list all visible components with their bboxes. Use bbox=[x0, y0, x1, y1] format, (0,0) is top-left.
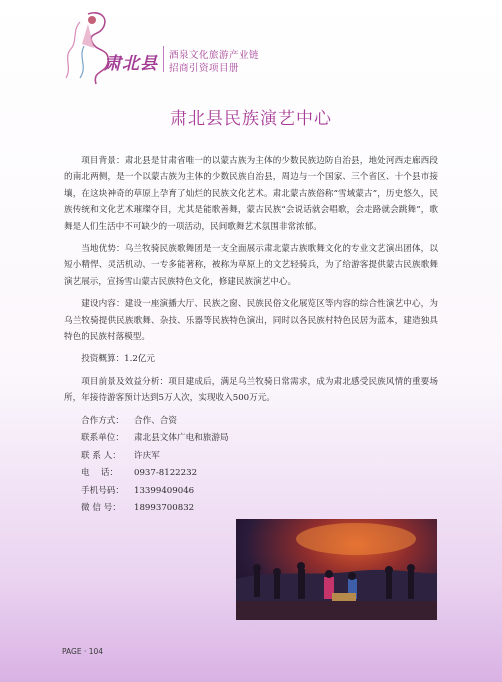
project-content bbox=[64, 153, 438, 518]
paragraph-background bbox=[64, 153, 438, 235]
page-header bbox=[0, 0, 502, 100]
header-subtitle-line2: 招商引资项目册 bbox=[169, 63, 240, 74]
paragraph-label: 投资概算： bbox=[81, 354, 125, 365]
paragraph-label: 建设内容： bbox=[81, 299, 125, 310]
paragraph-text: 肃北县是甘肃省唯一的以蒙古族为主体的少数民族边防自治县，地处河西走廊西段的南北两侧，是一个以蒙古族为主体的少数民族自治县，周边与一个国家、三个省区、十个县市接壤，在这块神奇的草原上孕育了灿烂的民族文化艺术。肃北蒙古族俗称“雪域蒙古”，历史悠久，民族传统和文化艺术璀璨夺目，尤其是能歌善舞，蒙古民族“会说话就会唱歌，会走路就会跳舞”，歌舞是人们生活中不可缺少的一项活动，民间歌舞艺术氛围非常浓郁。 bbox=[64, 156, 438, 232]
contact-row-wechat bbox=[64, 500, 438, 518]
paragraph-advantage bbox=[64, 241, 438, 290]
contact-row-unit bbox=[64, 430, 438, 448]
contact-value: 许庆军 bbox=[134, 450, 160, 461]
performance-photo bbox=[236, 519, 437, 620]
header-divider bbox=[163, 46, 164, 72]
contact-row-phone bbox=[64, 465, 438, 483]
contact-row-cooperation bbox=[64, 413, 438, 431]
contact-value: 肃北县文体广电和旅游局 bbox=[134, 433, 229, 444]
paragraph-label: 项目前景及效益分析： bbox=[81, 376, 169, 387]
paragraph-label: 当地优势： bbox=[81, 244, 125, 255]
contact-key: 手机号码： bbox=[81, 485, 124, 496]
contact-key: 合作方式： bbox=[81, 415, 124, 426]
logo-text: 肃北县 bbox=[104, 54, 158, 74]
paragraph-investment bbox=[64, 351, 438, 367]
contact-row-mobile bbox=[64, 483, 438, 501]
contact-row-person bbox=[64, 448, 438, 466]
contact-info bbox=[64, 413, 438, 518]
contact-key: 联系单位： bbox=[81, 433, 124, 444]
paragraph-text: 建设一座演播大厅、民族之窗、民族民俗文化展览区等内容的综合性演艺中心，为乌兰牧骑提供民族歌舞、杂技、乐器等民族特色演出，同时以各民族村特色民居为蓝本，建造独具特色的民族村落模型。 bbox=[64, 299, 438, 343]
paragraph-text: 1.2亿元 bbox=[124, 354, 156, 365]
contact-value: 13399409046 bbox=[134, 485, 195, 496]
header-subtitle-line1: 酒泉文化旅游产业链 bbox=[169, 50, 260, 61]
contact-key: 微 信 号： bbox=[81, 503, 121, 514]
contact-key: 联 系 人： bbox=[81, 450, 121, 461]
paragraph-construction bbox=[64, 296, 438, 345]
page-title: 肃北县民族演艺中心 bbox=[170, 109, 332, 129]
contact-value: 18993700832 bbox=[134, 503, 195, 514]
paragraph-label: 项目背景： bbox=[81, 156, 125, 166]
contact-value: 合作、合资 bbox=[134, 415, 177, 426]
paragraph-prospects bbox=[64, 374, 438, 407]
paragraph-text: 项目建成后，满足乌兰牧骑日常需求，成为肃北感受民族风情的重要场所，年接待游客预计达到5万人次，实现收入500万元。 bbox=[64, 376, 438, 404]
contact-key: 电 话： bbox=[81, 468, 119, 479]
page-number: PAGE · 104 bbox=[62, 647, 104, 656]
contact-value: 0937-8122232 bbox=[134, 468, 198, 479]
paragraph-text: 乌兰牧骑民族歌舞团是一支全面展示肃北蒙古族歌舞文化的专业文艺演出团体，以短小精悍、灵活机动、一专多能著称，被称为草原上的文艺轻骑兵，为了给游客提供蒙古民族歌舞演艺展示，宣扬雪山蒙古民族特色文化，修建民族演艺中心。 bbox=[64, 244, 438, 287]
performance-photo-illustration bbox=[236, 519, 437, 620]
